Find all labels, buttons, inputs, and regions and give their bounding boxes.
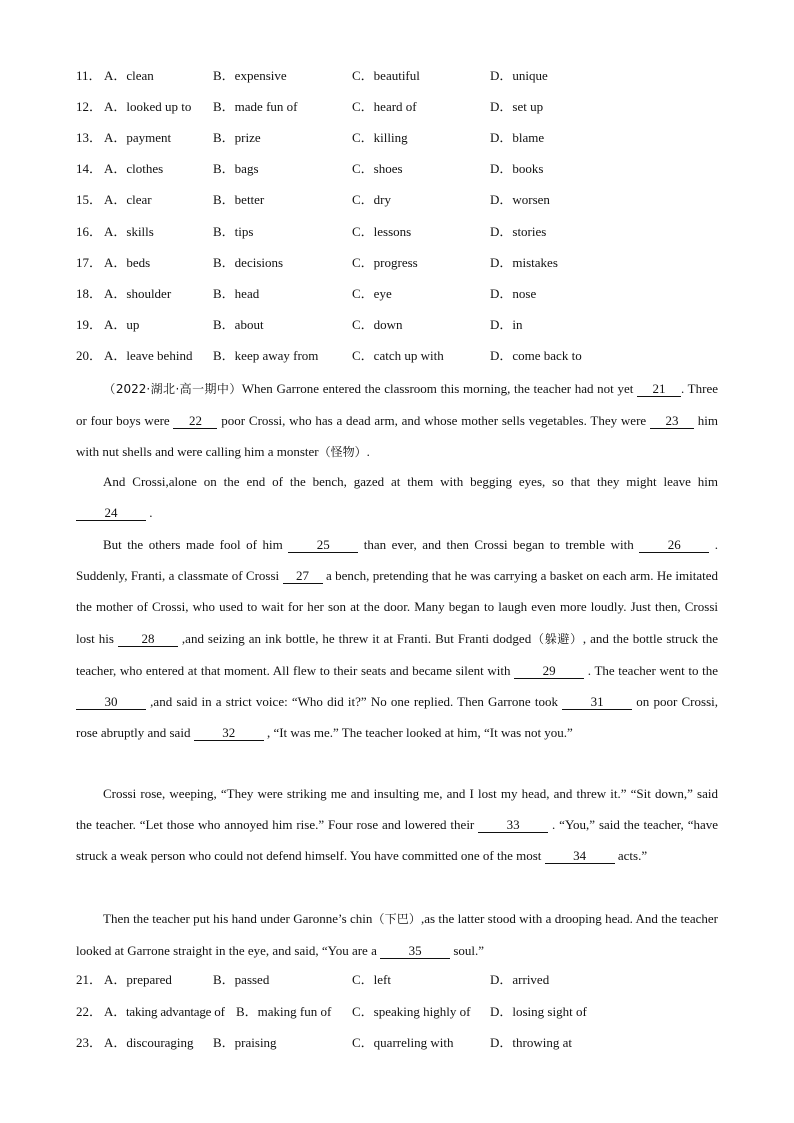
blank-25: 25 <box>288 537 358 553</box>
option-d: D．set up <box>490 99 544 114</box>
passage-paragraph-3: But the others made fool of him 25 than ever, and then Crossi began to tremble with 26 . Suddenly, Franti, a classmate of Crossi 27 a bench, pretending that he was carrying a basket on each arm. He imitated the mother of Crossi, who used to wait for her son at the door. Many began to laugh even more loudly. Just then, Crossi lost his 28 ,and seizing an ink bottle, he threw it at Franti. But Franti dodged（躲避）, and the bottle struck the teacher, who entered at that moment. All flew to their seats and became silent with 29 . The teacher went to the 30 ,and said in a strict voice: “Who did it?” No one replied. Then Garrone took 31 on poor Crossi, rose abruptly and said 32 , “It was me.” The teacher looked at him, “It was not you.” <box>76 537 719 741</box>
question-number: 22． <box>76 1004 103 1019</box>
option-a: A．shoulder <box>104 286 172 301</box>
option-a: A．skills <box>104 224 154 239</box>
option-c: C．shoes <box>352 161 403 176</box>
question-number: 15． <box>76 192 103 207</box>
option-b: B．made fun of <box>213 99 298 114</box>
option-c: C．down <box>352 317 403 332</box>
option-b: B．bags <box>213 161 259 176</box>
blank-35: 35 <box>380 943 450 959</box>
option-a: A．taking advantage of <box>104 1004 225 1019</box>
question-number: 12． <box>76 99 103 114</box>
option-c: C．speaking highly of <box>352 1004 471 1019</box>
option-a: A．beds <box>104 255 151 270</box>
blank-21: 21 <box>637 381 681 397</box>
option-b: B．expensive <box>213 68 287 83</box>
option-c: C．lessons <box>352 224 412 239</box>
option-d: D．books <box>490 161 544 176</box>
option-a: A．clean <box>104 68 154 83</box>
question-number: 16． <box>76 224 103 239</box>
option-a: A．clear <box>104 192 152 207</box>
option-a: A．looked up to <box>104 99 192 114</box>
question-number: 17． <box>76 255 103 270</box>
option-b: B．prize <box>213 130 261 145</box>
question-number: 20． <box>76 348 103 363</box>
passage-paragraph-2: And Crossi,alone on the end of the bench, gazed at them with begging eyes, so that they might leave him 24 . <box>76 466 718 528</box>
passage-paragraph-4: Crossi rose, weeping, “They were striking me and insulting me, and I lost my head, and threw it.” “Sit down,” said the teacher. “Let those who annoyed him rise.” Four rose and lowered their 33 . “You,” said the teacher, “have struck a weak person who could not defend himself. You have committed one of the most 34 acts.” <box>76 786 719 864</box>
option-b: B．head <box>213 286 260 301</box>
option-c: C．quarreling with <box>352 1035 454 1050</box>
option-a: A．leave behind <box>104 348 193 363</box>
question-number: 18． <box>76 286 103 301</box>
option-b: B．tips <box>213 224 254 239</box>
option-a: A．payment <box>104 130 172 145</box>
option-a: A．up <box>104 317 140 332</box>
blank-22: 22 <box>173 413 217 429</box>
question-number: 13． <box>76 130 103 145</box>
blank-30: 30 <box>76 694 146 710</box>
option-b: B．better <box>213 192 265 207</box>
option-a: A．clothes <box>104 161 164 176</box>
question-number: 11． <box>76 68 102 83</box>
blank-23: 23 <box>650 413 694 429</box>
option-b: B．making fun of <box>236 1004 332 1019</box>
option-a: A．prepared <box>104 972 172 987</box>
option-c: C．eye <box>352 286 392 301</box>
passage-paragraph-1: （2022·湖北·高一期中）When Garrone entered the classroom this morning, the teacher had not yet 21 . Three or four boys were 22 poor Crossi, who has a dead arm, and whose mother sells vegetables. They were 23 him with nut shells and were calling him a monster（怪物）. <box>76 381 718 460</box>
blank-26: 26 <box>639 537 709 553</box>
option-c: C．heard of <box>352 99 417 114</box>
question-number: 19． <box>76 317 103 332</box>
option-d: D．worsen <box>490 192 550 207</box>
option-d: D．unique <box>490 68 548 83</box>
option-b: B．keep away from <box>213 348 319 363</box>
option-b: B．passed <box>213 972 270 987</box>
passage-source: （2022·湖北·高一期中） <box>103 382 242 396</box>
option-b: B．decisions <box>213 255 284 270</box>
passage-paragraph-5: Then the teacher put his hand under Garonne’s chin（下巴）,as the latter stood with a drooping head. And the teacher looked at Garrone straight in the eye, and said, “You are a 35 soul.” <box>76 911 718 959</box>
blank-32: 32 <box>194 725 264 741</box>
option-d: D．stories <box>490 224 547 239</box>
question-number: 23． <box>76 1035 103 1050</box>
option-b: B．praising <box>213 1035 277 1050</box>
option-c: C．dry <box>352 192 392 207</box>
option-a: A．discouraging <box>104 1035 194 1050</box>
option-d: D．mistakes <box>490 255 558 270</box>
blank-24: 24 <box>76 505 146 521</box>
question-number: 21． <box>76 972 103 987</box>
option-b: B．about <box>213 317 264 332</box>
option-d: D．losing sight of <box>490 1004 587 1019</box>
blank-34: 34 <box>545 848 615 864</box>
blank-33: 33 <box>478 817 548 833</box>
question-number: 14． <box>76 161 103 176</box>
option-d: D．nose <box>490 286 537 301</box>
blank-31: 31 <box>562 694 632 710</box>
option-d: D．throwing at <box>490 1035 572 1050</box>
option-d: D．blame <box>490 130 545 145</box>
option-d: D．arrived <box>490 972 550 987</box>
option-d: D．come back to <box>490 348 582 363</box>
option-c: C．catch up with <box>352 348 444 363</box>
option-c: C．killing <box>352 130 408 145</box>
option-c: C．progress <box>352 255 418 270</box>
blank-27: 27 <box>283 568 323 584</box>
option-c: C．beautiful <box>352 68 420 83</box>
blank-28: 28 <box>118 631 178 647</box>
option-d: D．in <box>490 317 523 332</box>
option-c: C．left <box>352 972 391 987</box>
blank-29: 29 <box>514 663 584 679</box>
